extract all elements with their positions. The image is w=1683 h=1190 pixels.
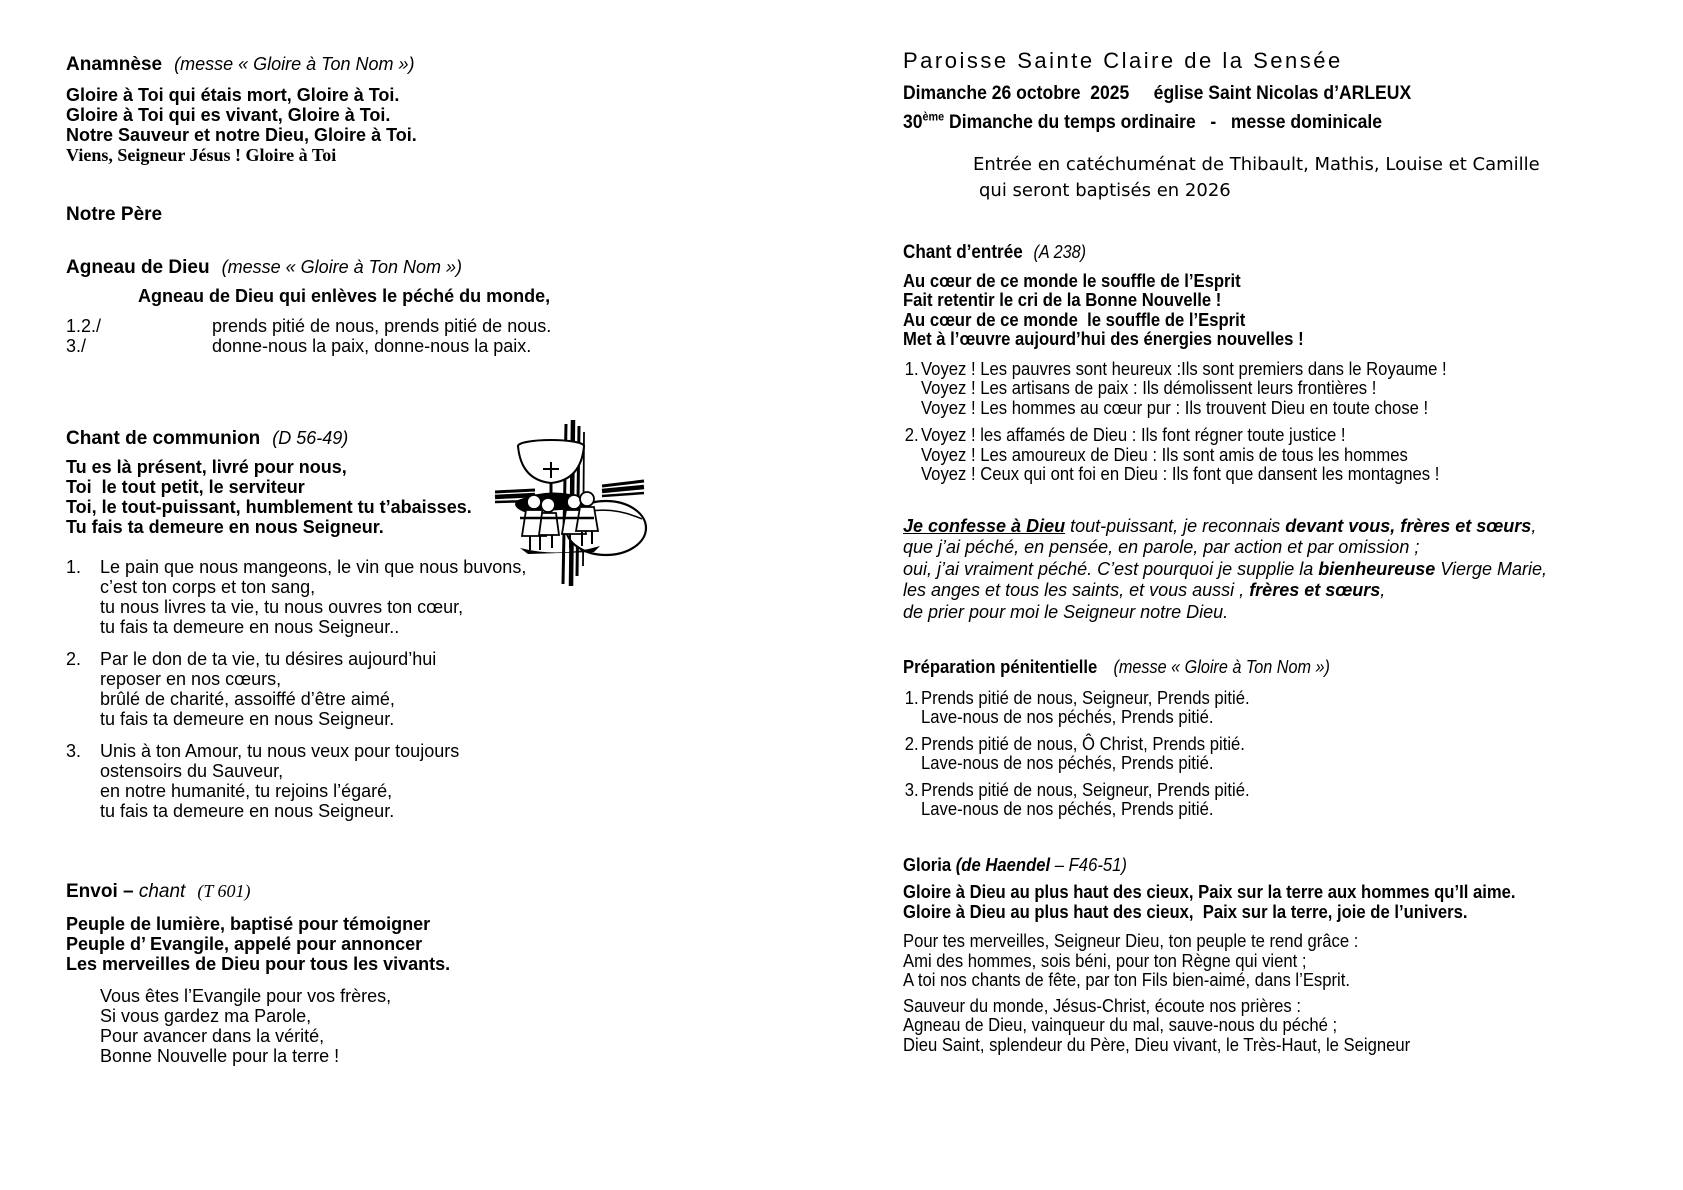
ordinal-superscript: ème [922, 109, 945, 124]
verse-text: Prends pitié de nous, Seigneur, Prends pitié. [921, 686, 1250, 708]
verse-number: 1. [904, 357, 919, 379]
entree-heading [903, 242, 1605, 263]
text-line: Gloire à Toi qui étais mort, Gloire à Toi. [66, 85, 400, 105]
verse-line [66, 649, 691, 669]
confiteor-title: Je confesse à Dieu [903, 515, 1066, 536]
song-reference: – F46-51) [1050, 853, 1127, 875]
confiteor-text: , [1531, 515, 1537, 536]
verse-line: ostensoirs du Sauveur, [100, 761, 284, 781]
agneau-items [66, 316, 691, 356]
penitentielle-verse [904, 778, 1607, 819]
verse-line: Lave-nous de nos péchés, Prends pitié. [921, 706, 1214, 727]
gloria-stanza [903, 931, 1605, 990]
text-line: Toi le tout petit, le serviteur [66, 477, 305, 497]
gloria-composer: (de Haendel [955, 853, 1051, 875]
verse-line: Voyez ! Les artisans de paix : Ils démolissent leurs frontières ! [921, 377, 1377, 398]
verse-text: Voyez ! les affamés de Dieu : Ils font régner toute justice ! [921, 424, 1346, 445]
verse-number: 2. [66, 649, 82, 669]
text-line: de prier pour moi le Seigneur notre Dieu. [903, 601, 1229, 622]
text-line [903, 516, 1683, 538]
gloria-refrain [903, 882, 1605, 921]
section-subtitle: (messe « Gloire à Ton Nom ») [1113, 657, 1330, 677]
text-line: Tu es là présent, livré pour nous, [66, 457, 347, 477]
text-line: Dieu Saint, splendeur du Père, Dieu vivant, le Très-Haut, le Seigneur [903, 1033, 1411, 1055]
text-line: A toi nos chants de fête, par ton Fils bien-aimé, dans l’Esprit. [903, 969, 1351, 990]
text-line: Au cœur de ce monde le souffle de l’Esprit [903, 269, 1241, 291]
penitentielle-verse [904, 686, 1607, 727]
verse-line: Si vous gardez ma Parole, [100, 1006, 312, 1026]
text-line: Met à l’œuvre aujourd’hui des énergies nouvelles ! [903, 328, 1304, 349]
verse-number: 2. [904, 732, 919, 754]
confiteor-text: oui, j’ai vraiment péché. C’est pourquoi je supplie la [903, 558, 1319, 579]
text-line: Les merveilles de Dieu pour tous les vivants. [66, 954, 451, 974]
confiteor-bold: devant vous, frères et sœurs [1285, 515, 1532, 536]
ordinary-text: Dimanche du temps ordinaire - messe dominicale [944, 111, 1383, 133]
confiteor-paragraph [903, 516, 1683, 624]
penitentielle-heading [903, 657, 1605, 678]
verse-text: Prends pitié de nous, Seigneur, Prends pitié. [921, 778, 1250, 800]
envoi-verse [100, 986, 691, 1066]
text-line: Ami des hommes, sois béni, pour ton Règne qui vient ; [903, 949, 1307, 971]
song-reference: (D 56-49) [272, 428, 349, 448]
verse-line: Lave-nous de nos péchés, Prends pitié. [921, 798, 1214, 819]
section-title: Agneau de Dieu [66, 257, 210, 278]
song-verse [66, 741, 691, 821]
verse-number: 1. [904, 686, 919, 708]
verse-line: reposer en nos cœurs, [100, 669, 282, 689]
verse-line: tu fais ta demeure en nous Seigneur.. [100, 617, 400, 637]
verse-line: Pour avancer dans la vérité, [100, 1026, 325, 1046]
text-line: Agneau de Dieu, vainqueur du mal, sauve-nous du péché ; [903, 1014, 1338, 1035]
verse-line [904, 732, 1607, 754]
song-reference: (T 601) [197, 881, 251, 901]
confiteor-text: , [1380, 580, 1386, 600]
verse-number: 1. [66, 557, 82, 577]
verse-line: tu nous livres ta vie, tu nous ouvres ton cœur, [100, 597, 464, 617]
verse-text: Voyez ! Les pauvres sont heureux :Ils sont premiers dans le Royaume ! [921, 357, 1447, 379]
verse-line: Voyez ! Les amoureux de Dieu : Ils sont amis de tous les hommes [921, 443, 1408, 465]
text-line: Gloire à Toi qui es vivant, Gloire à Toi. [66, 105, 391, 125]
song-reference: (A 238) [1033, 242, 1087, 262]
sunday-ordinary-line [903, 111, 1605, 134]
text-line: Sauveur du monde, Jésus-Christ, écoute nos prières : [903, 994, 1301, 1016]
verse-line [904, 357, 1607, 379]
confiteor-text: Vierge Marie, [1435, 558, 1547, 579]
text-line: Notre Sauveur et notre Dieu, Gloire à Toi. [66, 125, 417, 145]
verse-line: Vous êtes l’Evangile pour vos frères, [100, 986, 392, 1006]
verse-number: 3./ [66, 336, 87, 356]
verse-line: en notre humanité, tu rejoins l’égaré, [100, 781, 393, 801]
anamnese-heading [66, 54, 691, 75]
gloria-stanza [903, 996, 1605, 1055]
verse-text: Unis à ton Amour, tu nous veux pour toujours [100, 741, 460, 761]
verse-number: 1.2./ [66, 316, 102, 336]
confiteor-text: tout-puissant, je reconnais [1065, 515, 1286, 536]
section-title: Envoi – [66, 881, 139, 902]
text-line: Gloire à Dieu au plus haut des cieux, Paix sur la terre, joie de l’univers. [903, 900, 1468, 922]
verse-text: Prends pitié de nous, Ô Christ, Prends pitié. [921, 732, 1245, 754]
verse-line: tu fais ta demeure en nous Seigneur. [100, 709, 395, 729]
text-line: Pour tes merveilles, Seigneur Dieu, ton peuple te rend grâce : [903, 930, 1359, 951]
verse-line: Voyez ! Les hommes au cœur pur : Ils trouvent Dieu en toute chose ! [921, 396, 1429, 418]
verse-number: 3. [904, 778, 919, 800]
right-page [903, 48, 1683, 1054]
verse-text: donne-nous la paix, donne-nous la paix. [212, 336, 532, 356]
verse-line [904, 778, 1607, 800]
note-line: Entrée en catéchuménat de Thibault, Mathis, Louise et Camille [973, 154, 1540, 175]
catechumenat-note [903, 152, 1683, 204]
text-line: Tu fais ta demeure en nous Seigneur. [66, 517, 384, 537]
section-subtitle: (messe « Gloire à Ton Nom ») [174, 54, 415, 74]
verse-text: Par le don de ta vie, tu désires aujourd’hui [100, 649, 437, 669]
text-line: Au cœur de ce monde le souffle de l’Esprit [903, 308, 1246, 330]
section-title: Chant d’entrée [903, 242, 1023, 263]
verse-number: 3. [66, 741, 82, 761]
text-line: Peuple d’ Evangile, appelé pour annoncer [66, 934, 423, 954]
envoi-refrain [66, 914, 691, 974]
confiteor-bold: bienheureuse [1318, 558, 1436, 579]
song-verse [66, 649, 691, 729]
verse-line: brûlé de charité, assoiffé d’être aimé, [100, 689, 395, 709]
text-line: Fait retentir le cri de la Bonne Nouvelle ! [903, 289, 1222, 310]
left-page [66, 54, 691, 1066]
text-line: que j’ai péché, en pensée, en parole, par action et par omission ; [903, 537, 1420, 557]
text-line [66, 316, 691, 336]
chalice-cross-bread-communion-icon [490, 418, 648, 586]
verse-line: c’est ton corps et ton sang, [100, 577, 316, 597]
verse-line [66, 741, 691, 761]
anamnese-refrain [66, 85, 691, 165]
verse-line: Lave-nous de nos péchés, Prends pitié. [921, 752, 1214, 773]
parish-title: Paroisse Sainte Claire de la Sensée [903, 48, 1343, 73]
verse-line [904, 686, 1607, 708]
song-verse [904, 424, 1607, 484]
date-church-line: Dimanche 26 octobre 2025 église Saint Nicolas d’ARLEUX [903, 82, 1412, 104]
text-line: Toi, le tout-puissant, humblement tu t’abaisses. [66, 497, 472, 517]
notre-pere-heading: Notre Père [66, 204, 163, 225]
verse-line: Voyez ! Ceux qui ont foi en Dieu : Ils font que dansent les montagnes ! [921, 463, 1440, 484]
penitentielle-verse [904, 732, 1607, 773]
agneau-refrain: Agneau de Dieu qui enlèves le péché du monde, [138, 286, 551, 306]
verse-text: prends pitié de nous, prends pitié de nous. [212, 316, 552, 336]
agneau-heading [66, 257, 691, 278]
song-verse [904, 357, 1607, 418]
section-subtitle: (messe « Gloire à Ton Nom ») [221, 257, 463, 277]
text-line: Gloire à Dieu au plus haut des cieux, Paix sur la terre aux hommes qu’Il aime. [903, 881, 1516, 902]
communion-clipart-image [490, 418, 648, 586]
section-title: Préparation pénitentielle [903, 656, 1098, 677]
verse-line: Bonne Nouvelle pour la terre ! [100, 1046, 340, 1066]
verse-number: 2. [904, 424, 919, 445]
verse-line: tu fais ta demeure en nous Seigneur. [100, 801, 395, 821]
verse-line [904, 424, 1607, 445]
text-line [903, 580, 1683, 602]
text-line: Peuple de lumière, baptisé pour témoigner [66, 914, 431, 934]
confiteor-text: les anges et tous les saints, et vous aussi , [903, 580, 1250, 600]
section-title: Chant de communion [66, 428, 261, 449]
text-line [903, 559, 1683, 581]
section-title: Anamnèse [66, 54, 163, 75]
text-line-serif: Viens, Seigneur Jésus ! Gloire à Toi [66, 145, 337, 165]
section-title: Gloria [903, 853, 956, 875]
entree-refrain [903, 271, 1605, 349]
gloria-heading [903, 855, 1605, 875]
section-title-italic: chant [138, 881, 186, 902]
note-line: qui seront baptisés en 2026 [979, 180, 1231, 201]
text-line [66, 336, 691, 356]
ordinary-number: 30 [903, 111, 923, 133]
verse-text: Le pain que nous mangeons, le vin que nous buvons, [100, 557, 527, 577]
confiteor-bold: frères et sœurs [1249, 580, 1381, 600]
envoi-heading [66, 881, 691, 902]
